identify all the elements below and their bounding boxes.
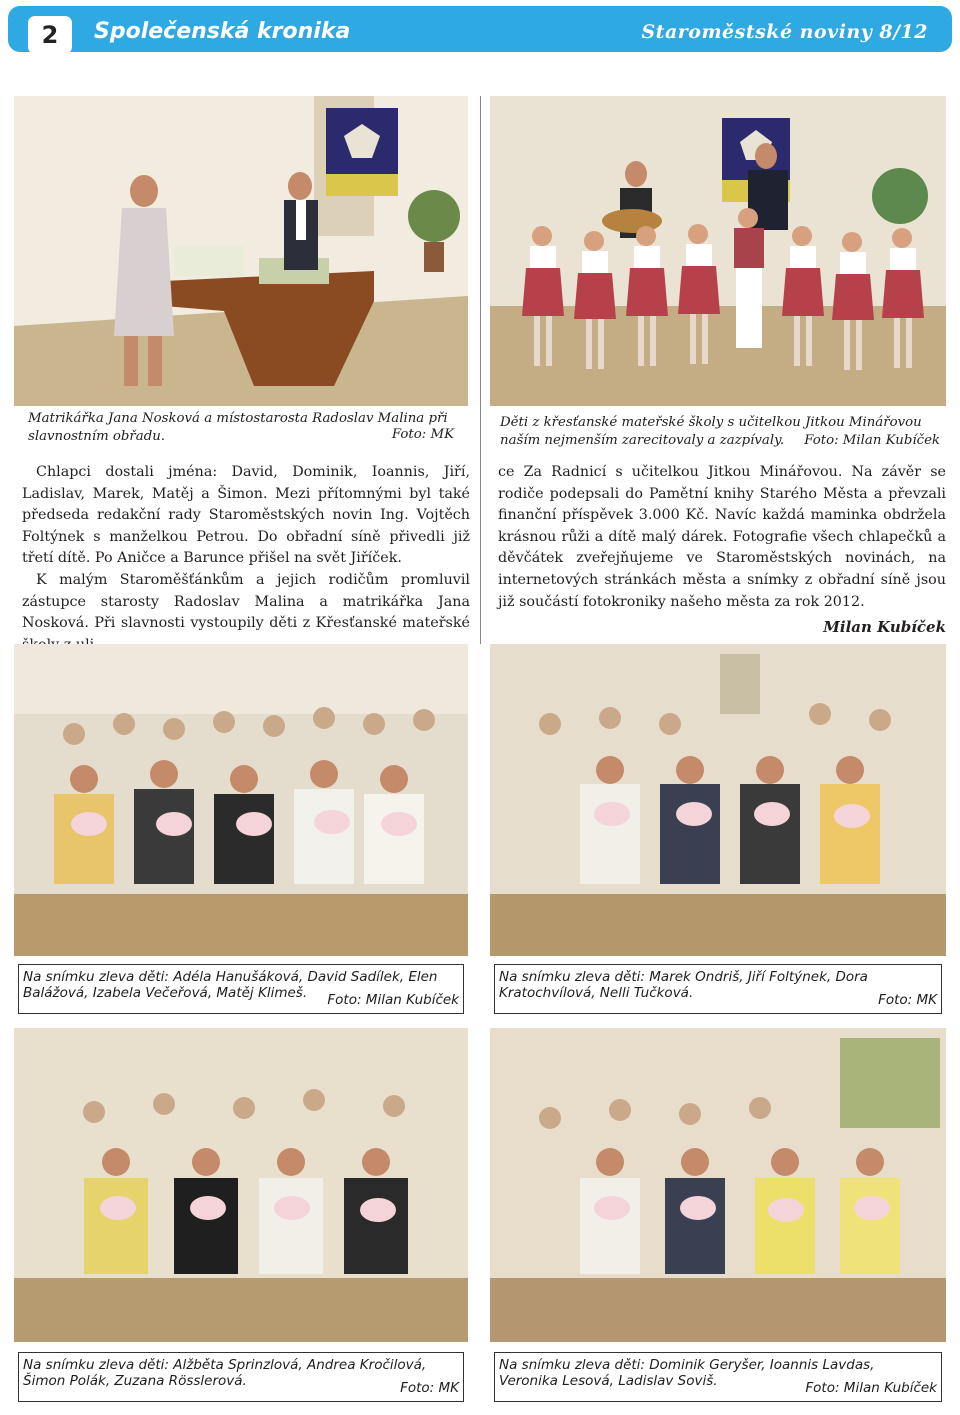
page-number: 2: [28, 16, 72, 54]
issue-title: Staroměstské noviny 8/12: [641, 21, 928, 43]
article-left-column: [22, 462, 470, 656]
photo-caption: [18, 964, 464, 1014]
caption-text: Na snímku zleva děti: Dominik Geryšer, Ioannis Lavdas, Veronika Lesová, Ladislav Soviš.: [499, 1357, 875, 1389]
kindergarten-children-photo: [490, 96, 946, 406]
photo-credit: Foto: Milan Kubíček: [804, 432, 940, 448]
article-paragraph: K malým Staroměšťánkům a jejich rodičům promluvil zástupce starosty Radoslav Malina a matrikářka Jana Nosková. Při slavnosti vystoupily děti z Křesťanské mateřské: [22, 571, 470, 632]
photo-credit: Foto: MK: [400, 1380, 459, 1396]
photo-caption: [500, 414, 940, 449]
caption-text: Děti z křesťanské mateřské školy s učitelkou Jitkou Minářovou naším nejmenším zarecitovaly a zazpívaly.: [500, 415, 922, 448]
photo-caption: [18, 1352, 464, 1402]
photo-credit: Foto: MK: [878, 992, 937, 1008]
families-group-4-photo: [490, 1028, 946, 1342]
article-paragraph: Chlapci dostali jména: David, Dominik, Ioannis, Jiří, Ladislav, Marek, Matěj a Šimon. Mezi přítomnými byl také předseda redakční rady Staroměstských novin Ing. Vojtěch Foltýnek s manželkou Petrou. Do obřadní síně přivedli již třetí dítě. Po Aničce a Barunce přišel na svět Jiříček.: [22, 464, 470, 567]
article-right-column: [498, 462, 946, 613]
photo-caption: [494, 1352, 942, 1402]
caption-text: Na snímku zleva děti: Marek Ondriš, Jiří Foltýnek, Dora Kratochvílová, Nelli Tučková.: [499, 969, 868, 1001]
photo-credit: Foto: Milan Kubíček: [327, 992, 459, 1008]
page-header: [8, 6, 952, 52]
caption-text: Na snímku zleva děti: Adéla Hanušáková, David Sadílek, Elen Balážová, Izabela Večeřová, Matěj Klimeš.: [23, 969, 438, 1001]
photo-caption: [494, 964, 942, 1014]
caption-text: Na snímku zleva děti: Alžběta Sprinzlová, Andrea Kročilová, Šimon Polák, Zuzana Rösslerová.: [23, 1357, 427, 1389]
article-paragraph: ce Za Radnicí s učitelkou Jitkou Minářovou. Na závěr se rodiče podepsali do Pamětní knihy Starého Města a převzali finanční příspěvek 3.000 Kč. Navíc každá maminka obdržela krásnou růži a dítě malý dárek. Fotografie všech chlapečků a děvčátek zveřejňujeme ve Staroměstských novinách, na internetových stránkách města a snímky z obřadní síně jsou již součástí fotokroniky našeho města za rok 2012.: [498, 464, 946, 610]
families-group-1-photo: [14, 644, 468, 956]
article-author: Milan Kubíček: [823, 618, 946, 636]
families-group-2-photo: [490, 644, 946, 956]
section-title: Společenská kronika: [94, 19, 351, 44]
photo-credit: Foto: MK: [391, 426, 454, 442]
ceremony-officials-photo: [14, 96, 468, 406]
caption-text: Matrikářka Jana Nosková a místostarosta Radoslav Malina při slavnostním obřadu.: [28, 411, 448, 444]
photo-credit: Foto: Milan Kubíček: [805, 1380, 937, 1396]
families-group-3-photo: [14, 1028, 468, 1342]
photo-caption: [28, 410, 454, 445]
column-divider: [480, 96, 481, 644]
